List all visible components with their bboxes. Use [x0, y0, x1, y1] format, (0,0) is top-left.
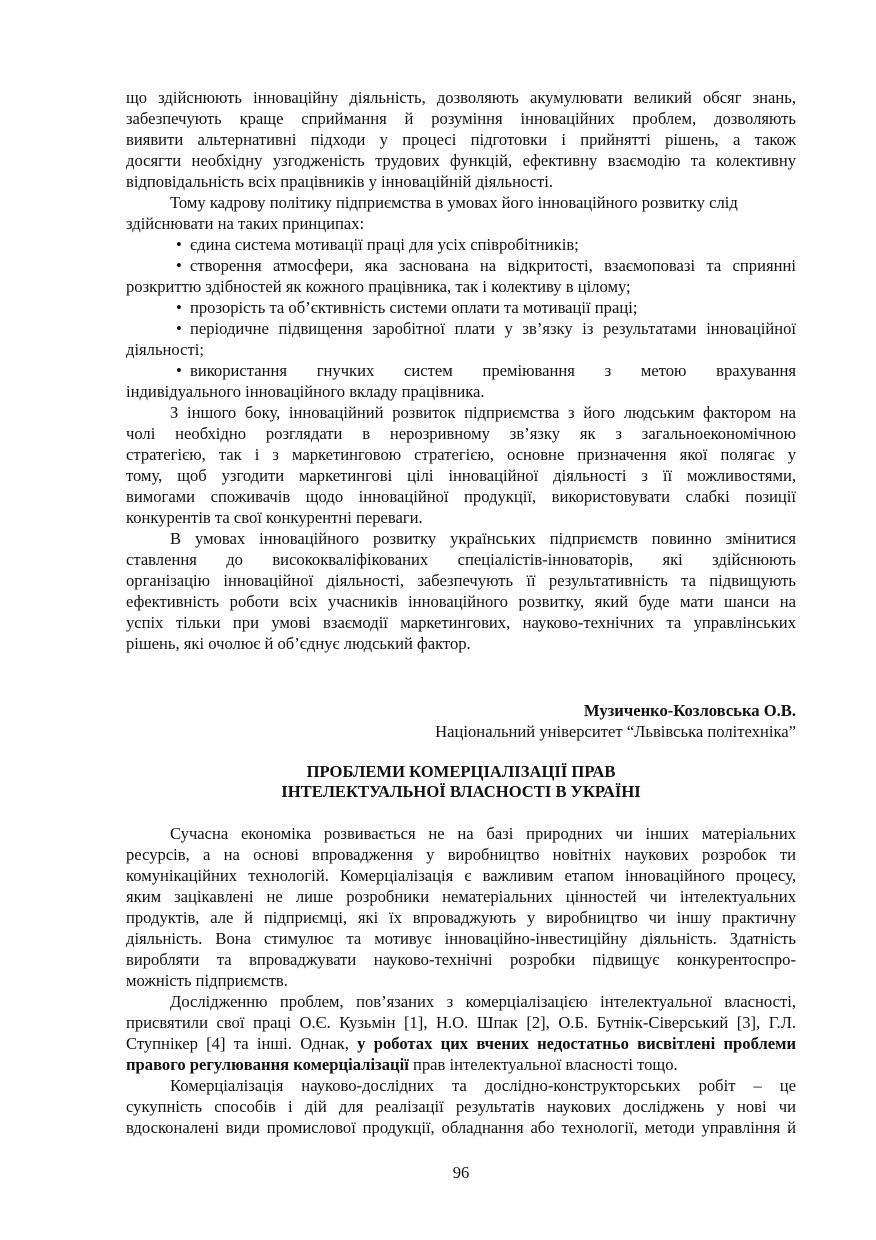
text-line [126, 360, 796, 381]
text-run: здійснювати на таких принципах: [126, 214, 365, 233]
text-run: комунікаційних технологій. Комерціалізація є важливим етапом інноваційного процесу, [126, 866, 796, 885]
document-page [126, 87, 796, 1183]
text-run: 96 [452, 1163, 470, 1182]
bullet-item [126, 297, 796, 318]
text-line [126, 549, 796, 570]
text-run: ПРОБЛЕМИ КОМЕРЦІАЛІЗАЦІЇ ПРАВ [306, 762, 616, 781]
author-affiliation [126, 721, 796, 742]
text-line [126, 1054, 796, 1075]
text-run: організацію інноваційної діяльності, забезпечують її результативність та підвищують [126, 571, 796, 590]
text-line [126, 1012, 796, 1033]
paragraph [126, 402, 796, 528]
bullet-icon: • [176, 298, 182, 317]
text-run: відповідальність всіх працівників у інноваційній діяльності. [126, 172, 554, 191]
text-line [126, 507, 796, 528]
text-run: З іншого боку, інноваційний розвиток підприємства з його людським фактором на [170, 403, 796, 422]
text-line [126, 234, 796, 255]
text-run: ефективність роботи всіх учасників інноваційного розвитку, який буде мати шанси на [126, 592, 796, 611]
text-line [126, 1075, 796, 1096]
paragraph [126, 823, 796, 991]
text-line [126, 844, 796, 865]
text-line [126, 823, 796, 844]
text-run: сукупність способів і дій для реалізації результатів наукових досліджень у нові чи [126, 1097, 796, 1116]
text-line [126, 381, 796, 402]
text-run: розкриттю здібностей як кожного працівника, так і колективу в цілому; [126, 277, 631, 296]
text-run: продуктів, але й підприємці, які їх впроваджують у виробництво чи іншу практичну [126, 908, 796, 927]
text-run: ресурсів, а на основі впровадження у виробництво новітніх наукових розробок ти [126, 845, 796, 864]
bold-text: правого регулювання комерціалізації [126, 1055, 409, 1074]
text-line [126, 700, 796, 721]
text-line [126, 444, 796, 465]
text-line [126, 402, 796, 423]
bullet-item [126, 360, 796, 402]
text-line [126, 129, 796, 150]
text-line [126, 633, 796, 654]
text-run: ІНТЕЛЕКТУАЛЬНОЇ ВЛАСНОСТІ В УКРАЇНІ [281, 782, 641, 801]
text-line [126, 782, 796, 802]
text-line [126, 1117, 796, 1138]
bullet-icon: • [176, 235, 182, 254]
bullet-icon: • [176, 256, 182, 275]
text-run: єдина система мотивації праці для усіх співробітників; [190, 235, 579, 254]
text-run: використання гнучких систем преміювання з метою врахування [190, 361, 796, 380]
text-run: вдосконалені види промислової продукції, обладнання або технології, методи управління й [126, 1118, 796, 1137]
text-run: Музиченко-Козловська О.В. [583, 701, 796, 720]
text-line [126, 1162, 796, 1183]
article-title [126, 762, 796, 802]
text-line [126, 108, 796, 129]
text-run: створення атмосфери, яка заснована на відкритості, взаємоповазі та сприянні [190, 256, 796, 275]
text-run: вимогами споживачів щодо інноваційної продукції, використовувати слабкі позиції [126, 487, 796, 506]
text-run: індивідуального інноваційного вкладу працівника. [126, 382, 485, 401]
text-run: діяльність. Вона стимулює та мотивує інноваційно-інвестиційну діяльність. Здатність [126, 929, 796, 948]
text-run: В умовах інноваційного розвитку українських підприємств повинно змінитися [170, 529, 796, 548]
page-number [126, 1162, 796, 1183]
text-run: стратегією, так і з маркетинговою стратегією, основне призначення якої полягає у [126, 445, 796, 464]
bullet-icon: • [176, 319, 182, 338]
text-line [126, 255, 796, 276]
text-line [126, 591, 796, 612]
author-name [126, 700, 796, 721]
bullet-item [126, 234, 796, 255]
text-run: періодичне підвищення заробітної плати у зв’язку із результатами інноваційної [190, 319, 796, 338]
text-run: рішень, які очолює й об’єднує людський фактор. [126, 634, 471, 653]
text-run: яким зацікавлені не лише розробники нематеріальних цінностей чи інтелектуальних [126, 887, 796, 906]
paragraph [126, 991, 796, 1075]
text-line [126, 907, 796, 928]
text-run: ставлення до висококваліфікованих спеціалістів-інноваторів, які здійснюють [126, 550, 796, 569]
text-line [126, 213, 796, 234]
text-run: можність підприємств. [126, 971, 288, 990]
text-line [126, 991, 796, 1012]
text-line [126, 171, 796, 192]
text-run: прав інтелектуальної власності тощо. [408, 1055, 678, 1074]
text-line [126, 276, 796, 297]
bullet-item [126, 318, 796, 360]
text-run: Національний університет “Львівська політехніка” [435, 722, 796, 741]
text-run: конкурентів та свої конкурентні переваги. [126, 508, 423, 527]
text-run: забезпечують краще сприймання й розуміння інноваційних проблем, дозволяють [126, 109, 796, 128]
text-run: Сучасна економіка розвивається не на базі природних чи інших матеріальних [170, 824, 796, 843]
text-run: Ступнікер [4] та інші. Однак, [126, 1034, 358, 1053]
text-line [126, 612, 796, 633]
text-line [126, 970, 796, 991]
paragraph-continuation [126, 87, 796, 192]
paragraph-principles-intro [126, 192, 796, 234]
text-line [126, 339, 796, 360]
text-line [126, 465, 796, 486]
bullet-item [126, 255, 796, 297]
text-line [126, 1096, 796, 1117]
text-run: присвятили свої праці О.Є. Кузьмін [1], Н.О. Шпак [2], О.Б. Бутнік-Сіверський [3], Г.Л. [126, 1013, 796, 1032]
text-line [126, 528, 796, 549]
text-run: прозорість та об’єктивність системи оплати та мотивації праці; [190, 298, 638, 317]
text-line [126, 486, 796, 507]
text-line [126, 318, 796, 339]
text-run: чолі необхідно розглядати в нерозривному зв’язку як з загальноекономічною [126, 424, 796, 443]
text-line [126, 721, 796, 742]
text-line [126, 570, 796, 591]
text-run: Тому кадрову політику підприємства в умовах його інноваційного розвитку слід [170, 193, 738, 212]
paragraph [126, 1075, 796, 1138]
paragraph [126, 528, 796, 654]
bullet-icon: • [176, 361, 182, 380]
text-line [126, 423, 796, 444]
text-run: тому, щоб узгодити маркетингові цілі інноваційної діяльності з її можливостями, [126, 466, 796, 485]
text-run: виявити альтернативні підходи у процесі підготовки і прийнятті рішень, а також [126, 130, 796, 149]
bold-text: у роботах цих вчених недостатньо висвітлені проблеми [357, 1034, 796, 1053]
text-line [126, 865, 796, 886]
text-run: Комерціалізація науково-дослідних та дослідно-конструкторських робіт – це [170, 1076, 796, 1095]
text-run: виробляти та впроваджувати науково-технічні розробки підвищує конкурентоспро- [126, 950, 796, 969]
text-line [126, 928, 796, 949]
text-run: діяльності; [126, 340, 204, 359]
text-run: успіх тільки при умові взаємодії маркетингових, науково-технічних та управлінських [126, 613, 796, 632]
text-run: що здійснюють інноваційну діяльність, дозволяють акумулювати великий обсяг знань, [126, 88, 796, 107]
text-line [126, 949, 796, 970]
text-run: Дослідженню проблем, пов’язаних з комерціалізацією інтелектуальної власності, [170, 992, 796, 1011]
text-line [126, 192, 796, 213]
text-line [126, 1033, 796, 1054]
text-line [126, 886, 796, 907]
text-line [126, 87, 796, 108]
text-run: досягти необхідну узгодженість трудових функцій, ефективну взаємодію та колективну [126, 151, 796, 170]
text-line [126, 297, 796, 318]
text-line [126, 150, 796, 171]
text-line [126, 762, 796, 782]
